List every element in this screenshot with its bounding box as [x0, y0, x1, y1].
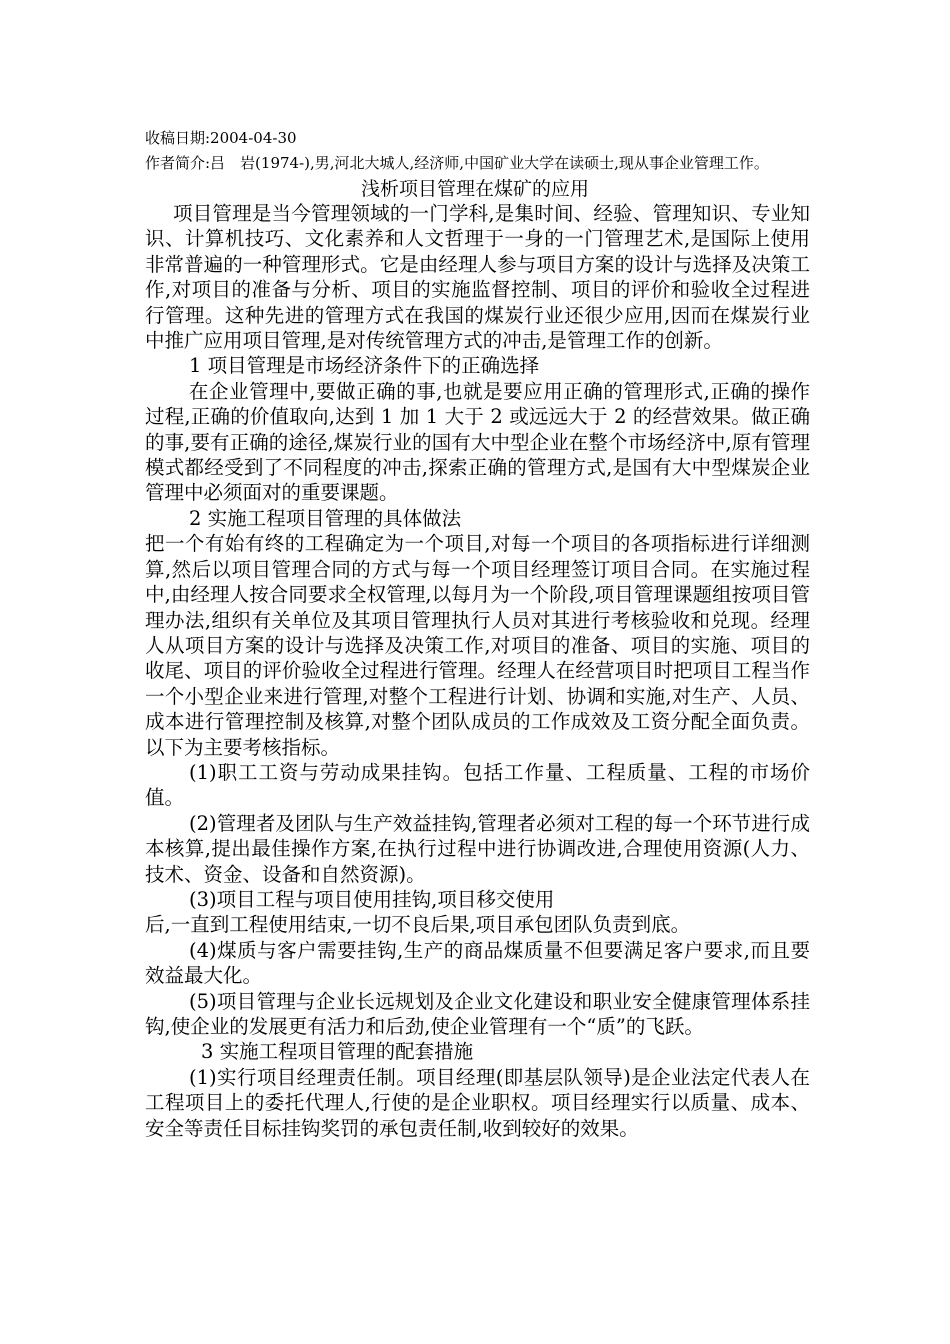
author-bio: 作者简介:吕 岩(1974-),男,河北大城人,经济师,中国矿业大学在读硕士,现从事企业管理工作。: [145, 154, 769, 172]
indicator-item-5: (5)项目管理与企业长远规划及企业文化建设和职业安全健康管理体系挂钩,使企业的发展更有活力和后劲,使企业管理有一个“质”的飞跃。: [145, 989, 810, 1038]
section-2-heading: 2 实施工程项目管理的具体做法: [189, 506, 462, 530]
indicator-item-2: (2)管理者及团队与生产效益挂钩,管理者必须对工程的每一个环节进行成本核算,提出最佳操作方案,在执行过程中进行协调改进,合理使用资源(人力、技术、资金、设备和自然资源)。: [145, 811, 810, 886]
section-1-heading: 1 项目管理是市场经济条件下的正确选择: [189, 354, 540, 378]
section-1-paragraph: 在企业管理中,要做正确的事,也就是要应用正确的管理形式,正确的操作过程,正确的价值取向,达到 1 加 1 大于 2 或远远大于 2 的经营效果。做正确的事,要有正确的途径,煤炭行业的国有大中型企业在整个市场经济中,原有管理模式都经受到了不同程度的冲击,探索正确的管理方式,是国有大中型煤炭企业管理中必须面对的重要课题。: [145, 379, 810, 505]
article-body: [145, 201, 810, 1141]
section-3-heading: 3 实施工程项目管理的配套措施: [201, 1040, 474, 1064]
measure-item-1: (1)实行项目经理责任制。项目经理(即基层队领导)是企业法定代表人在工程项目上的委托代理人,行使的是企业职权。项目经理实行以质量、成本、安全等责任目标挂钩奖罚的承包责任制,收到较好的效果。: [145, 1065, 810, 1140]
section-2-paragraph: 把一个有始有终的工程确定为一个项目,对每一个项目的各项指标进行详细测算,然后以项目管理合同的方式与每一个项目经理签订项目合同。在实施过程中,由经理人按合同要求全权管理,以每月为一个阶段,项目管理课题组按项目管理办法,组织有关单位及其项目管理执行人员对其进行考核验收和兑现。经理人从项目方案的设计与选择及决策工作,对项目的准备、项目的实施、项目的收尾、项目的评价验收全过程进行管理。经理人在经营项目时把项目工程当作一个小型企业来进行管理,对整个工程进行计划、协调和实施,对生产、人员、成本进行管理控制及核算,对整个团队成员的工作成效及工资分配全面负责。以下为主要考核指标。: [145, 532, 810, 759]
indicator-item-3-continued: 后,一直到工程使用结束,一切不良后果,项目承包团队负责到底。: [145, 913, 691, 937]
indicator-item-3: (3)项目工程与项目使用挂钩,项目移交使用: [189, 887, 555, 911]
indicator-item-4: (4)煤质与客户需要挂钩,生产的商品煤质量不但要满足客户要求,而且要效益最大化。: [145, 938, 810, 988]
article-title: 浅析项目管理在煤矿的应用: [360, 178, 589, 200]
received-date: 收稿日期:2004-04-30: [145, 129, 297, 147]
intro-paragraph: 项目管理是当今管理领域的一门学科,是集时间、经验、管理知识、专业知识、计算机技巧、文化素养和人文哲理于一身的一门管理艺术,是国际上使用非常普遍的一种管理形式。它是由经理人参与项目方案的设计与选择及决策工作,对项目的准备与分析、项目的实施监督控制、项目的评价和验收全过程进行管理。这种先进的管理方式在我国的煤炭行业还很少应用,因而在煤炭行业中推广应用项目管理,是对传统管理方式的冲击,是管理工作的创新。: [145, 202, 810, 353]
indicator-item-1: (1)职工工资与劳动成果挂钩。包括工作量、工程质量、工程的市场价值。: [145, 760, 810, 810]
